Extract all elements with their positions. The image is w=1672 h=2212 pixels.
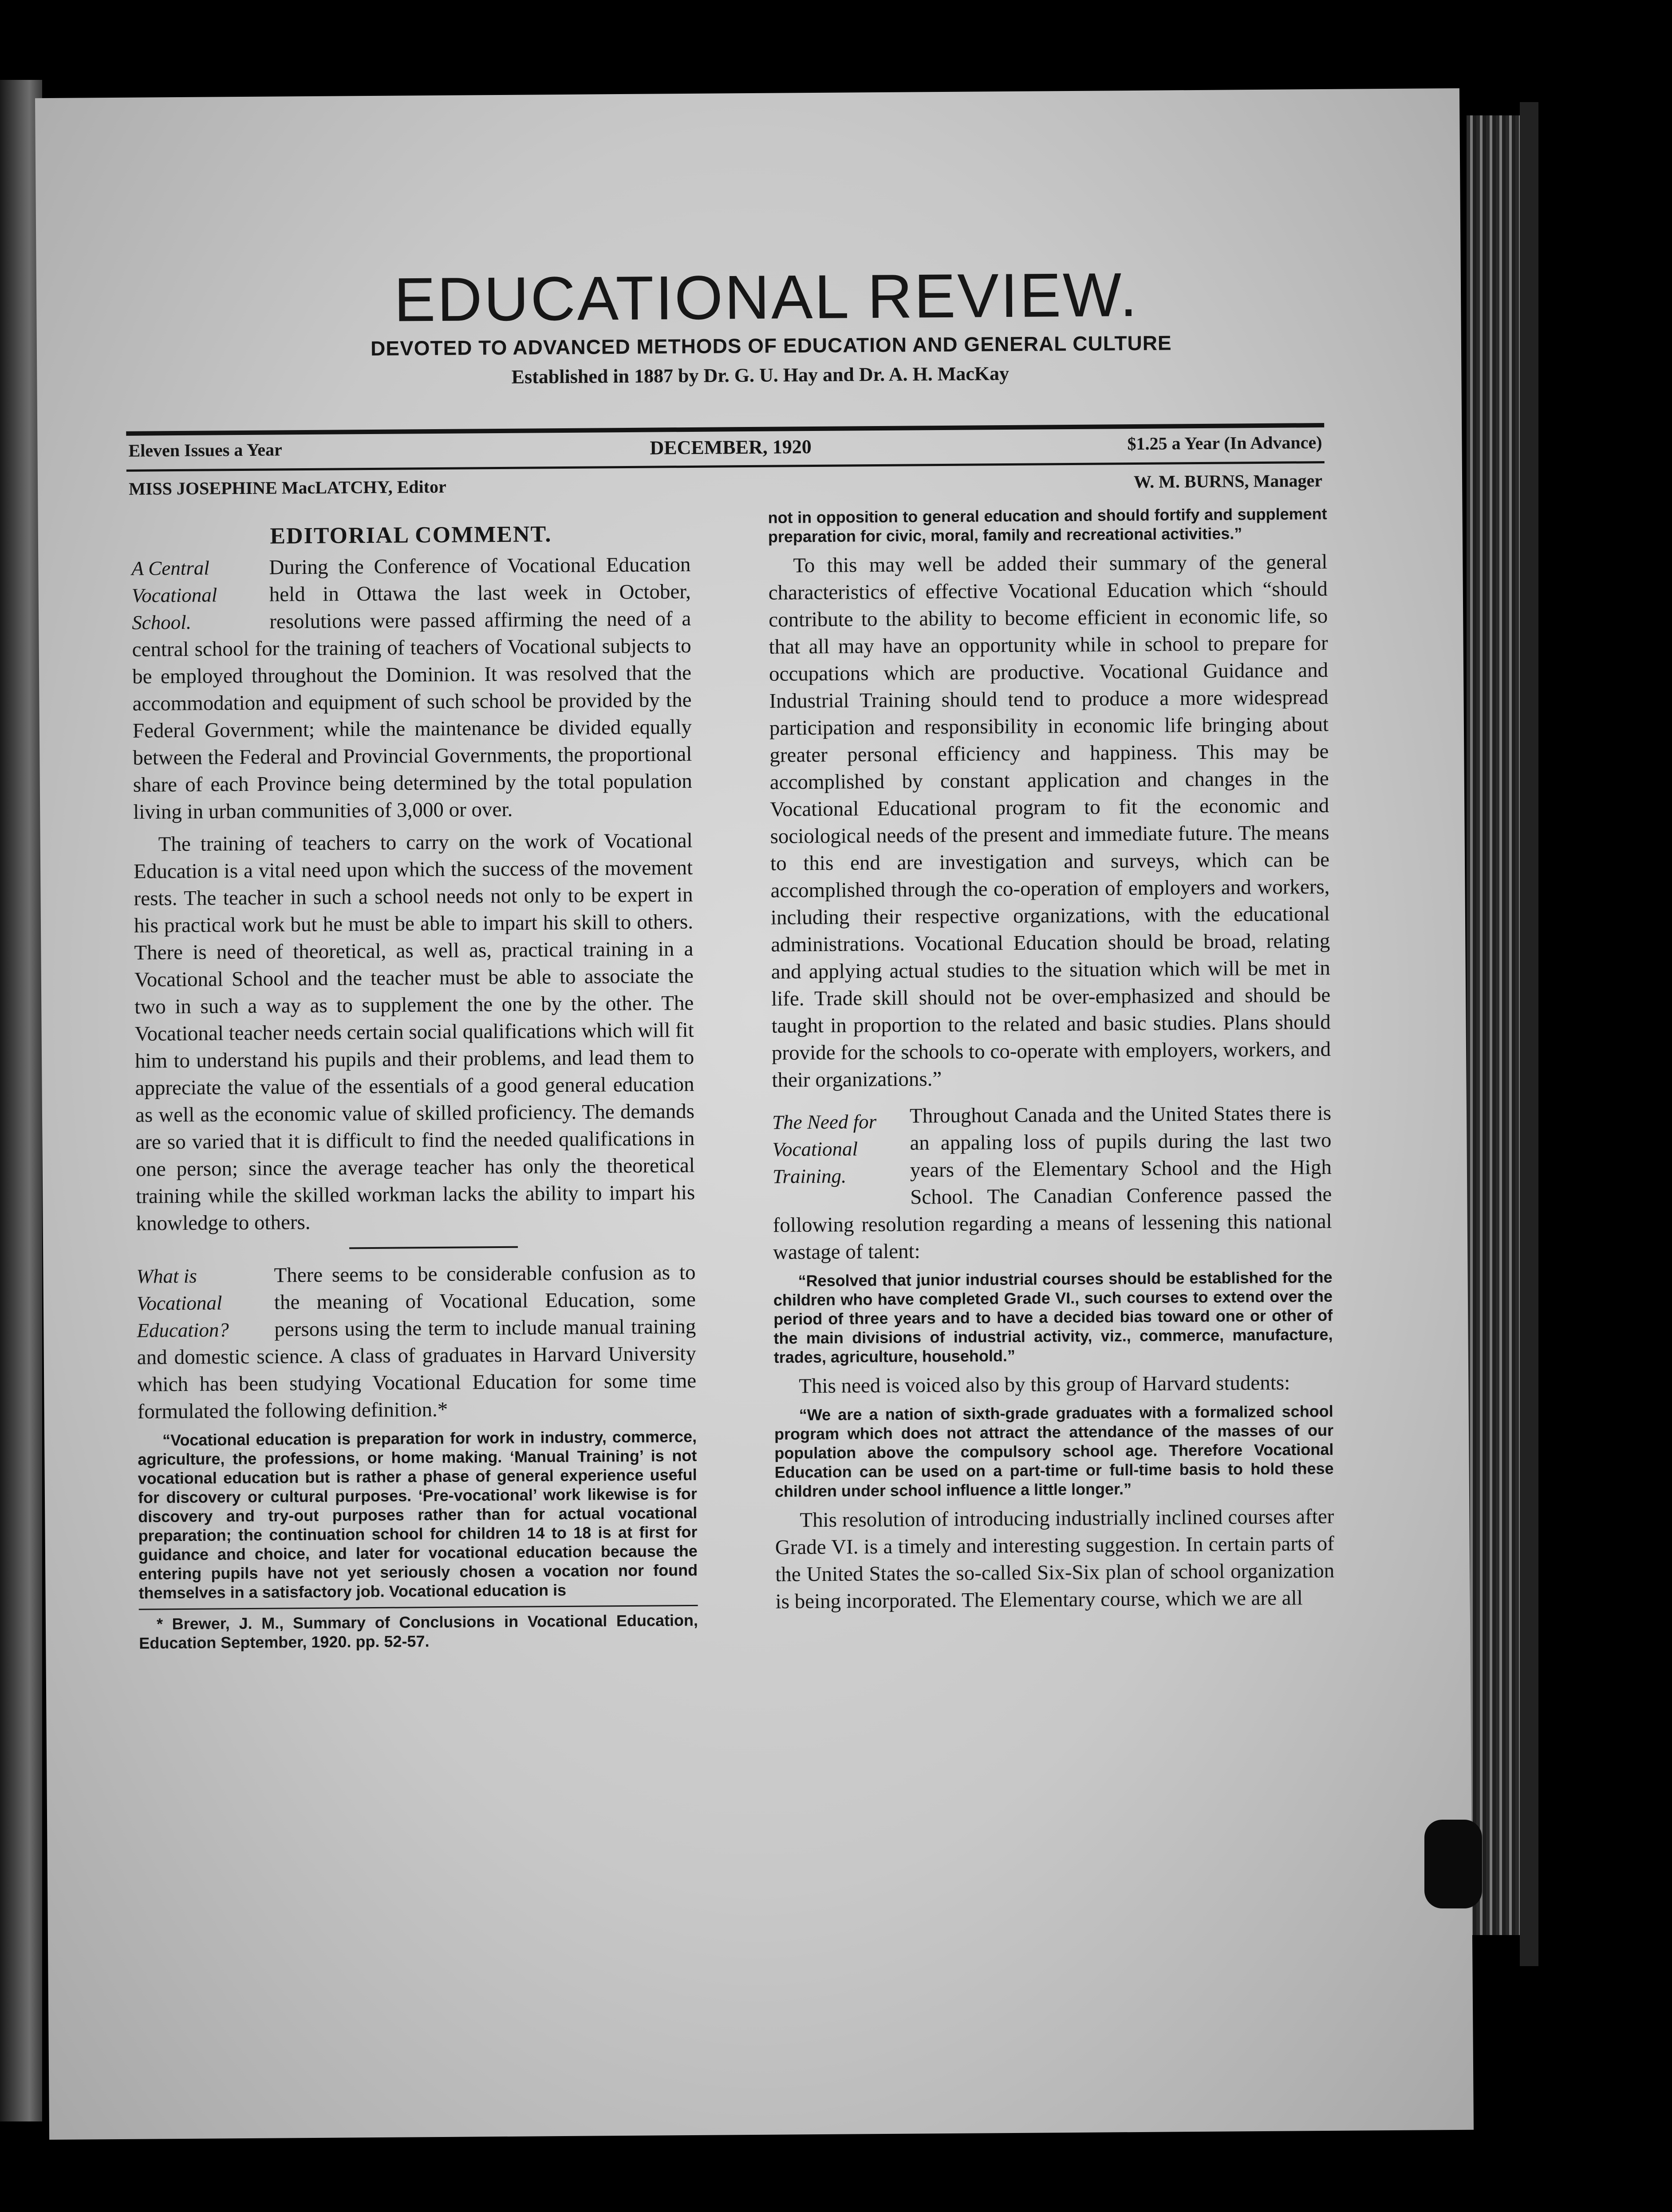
publication-subtitle: DEVOTED TO ADVANCED METHODS OF EDUCATION AND GENERAL CULTURE [371,331,1172,360]
paragraph: This need is voiced also by this group of Harvard students: [799,1371,1290,1398]
editorial-heading: EDITORIAL COMMENT. [270,521,552,549]
sidehead-line: Education? [137,1319,229,1342]
sidehead-line: School. [132,611,192,634]
info-rule [126,461,1325,472]
manager-credit: W. M. BURNS, Manager [1133,470,1323,492]
sidehead-line: Vocational [136,1292,222,1315]
dark-blot [1424,1820,1482,1908]
sidehead-line: Vocational [131,584,217,607]
subscription-price: $1.25 a Year (In Advance) [1127,432,1322,454]
paragraph: This resolution of introducing industrially inclined courses after Grade VI. is a timely and interesting suggestion. In certain parts of the United States the so-called Six-Six plan of school organization is being incorporated. The Elementary course, which we are all [775,1505,1335,1613]
sidehead-line: A Central [131,557,209,580]
issue-date: DECEMBER, 1920 [650,436,812,459]
sidehead-line: The Need for [772,1110,877,1134]
left-column [131,520,698,1653]
magazine-page [35,88,1474,2140]
definition-quote: “Vocational education is preparation for work in industry, commerce, agriculture, the professions, or home making. ‘Manual Training’ is not vocational education but is rather a phase of general experience useful for discovery or cultural purposes. ‘Pre-vocational’ work likewise is for discovery and try-out purposes rather than for actual vocational preparation; the continuation school for children 14 to 18 is at first for guidance and choice, and later for vocational education because the entering pupils have not yet seriously chosen a vocation nor found themselves in a satisfactory job. Vocational education is [138,1427,698,1602]
established-line: Established in 1887 by Dr. G. U. Hay and Dr. A. H. MacKay [511,362,1010,388]
info-bar-bottom [128,470,1323,499]
issues-per-year: Eleven Issues a Year [128,439,282,461]
right-column [768,504,1334,1621]
page-stack-edges [1467,115,1520,1935]
book-cover-edge [1520,102,1538,1966]
publication-title: EDUCATIONAL REVIEW. [394,259,1139,335]
paragraph: To this may well be added their summary of the general characteristics of effective Vocational Education which “should contribute to the ability to become efficient in economic life, so that all may have an opportunity while in school to prepare for occupations which are productive. Vocational Guidance and Industrial Training should tend to produce a more widespread participation and responsibility in economic life bringing about greater personal efficiency and happiness. This may be accomplished by constant application and changes in the Vocational Educational program to fit the economic and sociological needs of the present and immediate future. The means to this end are investigation and surveys, which can be accomplished through the co-operation of employers and workers, including their respective organizations, with the educational administrations. Vocational Education should be broad, relating and applying actual studies to the situation which will be met in life. Trade skill should not be over-emphasized and should be taught in proportion to the related and basic studies. Plans should provide for the schools to co-operate with employers, workers, and their organizations.” [768,550,1331,1092]
masthead [36,261,1462,391]
sidehead-line: Vocational [772,1138,858,1161]
sidehead-line: What is [136,1264,197,1288]
quote-continuation: not in opposition to general education and should fortify and supplement preparation for civic, moral, family and recreational activities.” [768,504,1327,546]
resolution-quote: “Resolved that junior industrial courses should be established for the children who have completed Grade VI., such courses to extend over the period of three years and to have a decided bias toward one or other of the main divisions of industrial activity, viz., commerce, manufacture, trades, agriculture, household.” [773,1268,1333,1367]
section-divider [349,1246,518,1249]
paragraph: The training of teachers to carry on the work of Vocational Education is a vital need upon which the success of the movement rests. The teacher in such a school needs not only to be expert in his practical work but he must be able to impart his skill to others. There is need of theoretical, as well as, practical training in a Vocational School and the teacher must be able to associate the two in such a way as to supplement the one by the other. The Vocational teacher needs certain social qualifications which will fit him to understand his pupils and their problems, and lead them to appreciate the value of the essentials of a good general education as well as the economic value of skilled proficiency. The demands are so varied that it is difficult to find the needed qualifications in one person; since the average teacher has only the theoretical training while the skilled workman lacks the ability to impart his knowledge to others. [133,829,695,1235]
paragraph: Throughout Canada and the United States there is an appaling loss of pupils during the last two years of the Elementary School and the High School. The Canadian Conference passed the following resolution regarding a means of lessening this national wastage of talent: [773,1101,1332,1264]
paragraph: During the Conference of Vocational Education held in Ottawa the last week in October, resolutions were passed affirming the need of a central school for the training of teachers of Vocational subjects to be employed throughout the Dominion. It was resolved that the accommodation and equipment of such school be provided by the Federal Government; while the maintenance be divided equally between the Federal and Provincial Governments, the proportional share of each Province being determined by the total population living in urban communities of 3,000 or over. [132,553,692,824]
footnote: * Brewer, J. M., Summary of Conclusions in Vocational Education, Education September, 1920. pp. 52-57. [139,1605,698,1653]
sidehead-central-school [131,554,252,636]
sidehead-need-for-training [772,1108,892,1190]
left-page-edge [0,80,42,2121]
sidehead-what-is [136,1262,256,1344]
harvard-quote: “We are a nation of sixth-grade graduates with a formalized school program which does not attract the attendance of the masses of our population above the compulsory school age. Therefore Vocational Education can be used on a part-time or full-time basis to hold these children under school influence a little longer.” [774,1402,1334,1501]
paragraph: There seems to be considerable confusion as to the meaning of Vocational Education, some persons using the term to include manual training and domestic science. A class of graduates in Harvard University which has been studying Vocational Education for some time formulated the following definition.* [137,1260,697,1423]
editor-credit: MISS JOSEPHINE MacLATCHY, Editor [128,476,446,499]
sidehead-line: Training. [772,1165,847,1188]
